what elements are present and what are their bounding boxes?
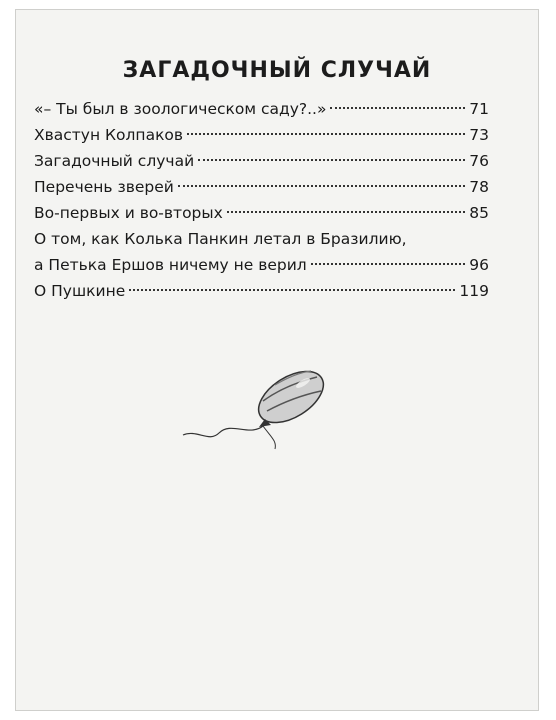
dot-leader (198, 159, 465, 161)
toc-title: Во-первых и во-вторых (34, 204, 223, 222)
dot-leader (178, 185, 465, 187)
toc-row (34, 174, 489, 200)
toc-page-number: 76 (469, 152, 489, 170)
toc-row (34, 226, 489, 252)
toc-entry[interactable] (34, 96, 489, 122)
table-of-contents (34, 96, 489, 304)
toc-title: О Пушкине (34, 282, 126, 300)
toc-row (34, 278, 489, 304)
toc-title-line1: О том, как Колька Панкин летал в Бразилию, (34, 230, 407, 248)
dot-leader (311, 263, 466, 265)
dot-leader (330, 107, 465, 109)
toc-row (34, 122, 489, 148)
toc-row (34, 252, 489, 278)
dot-leader (187, 133, 465, 135)
balloon-body (250, 361, 332, 433)
toc-page-number: 85 (469, 204, 489, 222)
toc-page-number: 78 (469, 178, 489, 196)
toc-row (34, 96, 489, 122)
toc-row (34, 200, 489, 226)
toc-page-number: 119 (459, 282, 489, 300)
toc-title: «– Ты был в зоологическом саду?..» (34, 100, 327, 118)
toc-entry[interactable] (34, 122, 489, 148)
toc-entry[interactable] (34, 200, 489, 226)
page-title: ЗАГАДОЧНЫЙ СЛУЧАЙ (122, 58, 432, 83)
balloon-string (183, 426, 263, 437)
toc-title: а Петька Ершов ничему не верил (34, 256, 307, 274)
balloon-string (263, 426, 275, 449)
toc-entry[interactable] (34, 148, 489, 174)
toc-page-number: 73 (469, 126, 489, 144)
toc-page-number: 71 (469, 100, 489, 118)
toc-title: Хвастун Колпаков (34, 126, 184, 144)
balloon-illustration (179, 355, 339, 465)
toc-entry[interactable] (34, 226, 489, 278)
toc-row (34, 148, 489, 174)
dot-leader (227, 211, 465, 213)
dot-leader (129, 289, 455, 291)
toc-page-number: 96 (469, 256, 489, 274)
toc-title: Загадочный случай (34, 152, 195, 170)
toc-entry[interactable] (34, 174, 489, 200)
book-page (15, 9, 539, 711)
toc-entry[interactable] (34, 278, 489, 304)
toc-title: Перечень зверей (34, 178, 174, 196)
